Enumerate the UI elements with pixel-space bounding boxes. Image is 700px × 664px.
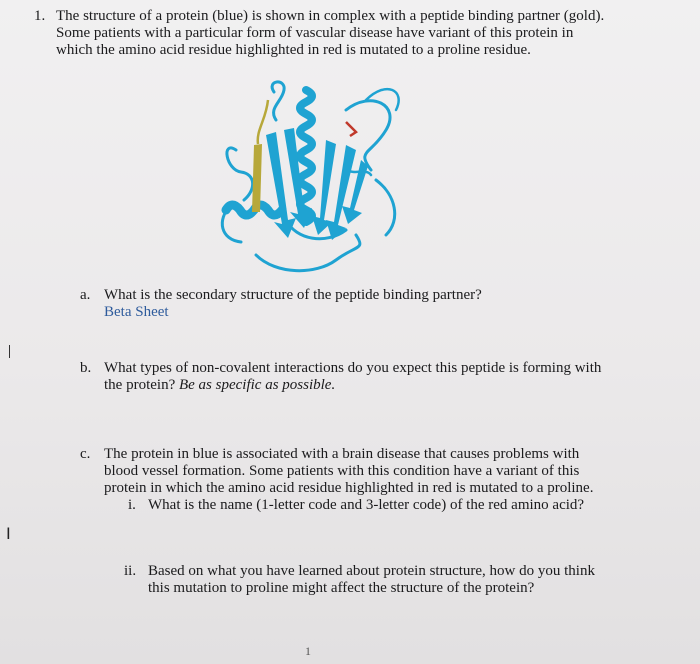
- text-cursor: [9, 345, 10, 358]
- part-b-line-2-plain: the protein?: [104, 377, 179, 393]
- question-line-2: Some patients with a particular form of vascular disease have variant of this protein in: [56, 25, 574, 41]
- question-text: [56, 8, 636, 59]
- page-number: 1: [305, 644, 311, 658]
- sub-ii-line-2: this mutation to proline might affect the structure of the protein?: [148, 580, 535, 596]
- part-c-line-1: The protein in blue is associated with a brain disease that causes problems with: [104, 446, 580, 462]
- sub-i-label: i.: [128, 497, 136, 513]
- part-b-line-1: What types of non-covalent interactions do you expect this peptide is forming with: [104, 360, 602, 376]
- question-line-3: which the amino acid residue highlighted in red is mutated to a proline residue.: [56, 42, 531, 58]
- sub-ii-line-1: Based on what you have learned about protein structure, how do you think: [148, 563, 595, 579]
- part-b-label: b.: [80, 360, 92, 376]
- part-c-sub-i: [128, 497, 668, 517]
- part-c-label: c.: [80, 446, 91, 462]
- part-b: [80, 360, 660, 400]
- part-b-line-2: [104, 377, 335, 394]
- sub-i-text: What is the name (1-letter code and 3-letter code) of the red amino acid?: [148, 497, 585, 513]
- part-a-answer: Beta Sheet: [104, 304, 169, 320]
- part-c-line-3: protein in which the amino acid residue highlighted in red is mutated to a proline.: [104, 480, 594, 496]
- part-a-question: What is the secondary structure of the peptide binding partner?: [104, 287, 482, 303]
- part-c-line-2: blood vessel formation. Some patients with this condition have a variant of this: [104, 463, 580, 479]
- part-a-label: a.: [80, 287, 91, 303]
- question-number: 1.: [34, 8, 46, 24]
- question-line-1: The structure of a protein (blue) is shown in complex with a peptide binding partner (gold).: [56, 8, 605, 24]
- part-c-sub-ii: [124, 563, 664, 603]
- part-a: [80, 287, 640, 327]
- sub-ii-label: ii.: [124, 563, 137, 579]
- ibeam-cursor-icon: I: [6, 524, 11, 543]
- part-b-line-2-italic: Be as specific as possible.: [178, 377, 336, 393]
- protein-structure-icon: [196, 60, 426, 290]
